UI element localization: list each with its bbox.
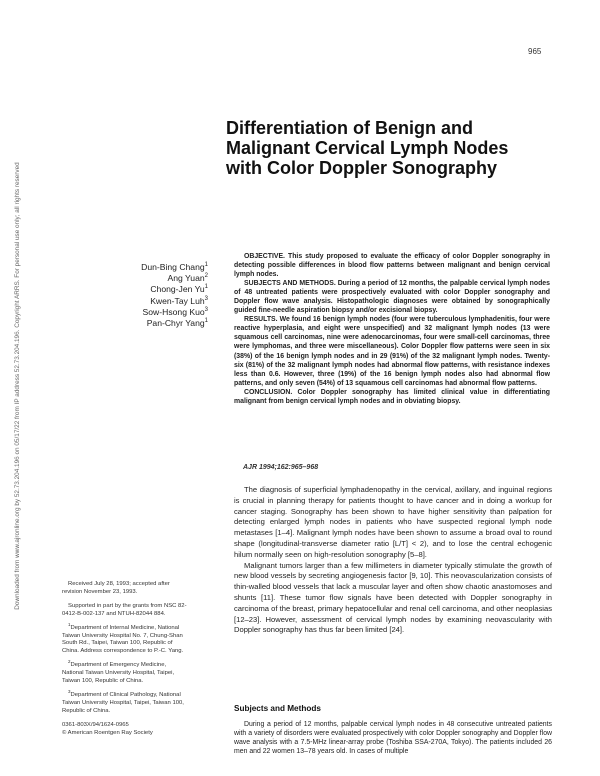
- copyright-line: © American Roentgen Ray Society: [62, 729, 153, 736]
- introduction-text: [234, 485, 552, 636]
- support-note: Supported in part by the grants from NSC 82-0412-B-002-137 and NTUH-82044 884.: [62, 602, 187, 617]
- author: Pan-Chyr Yang$^1$: [146, 318, 208, 329]
- abstract-objective: OBJECTIVE. This study proposed to evaluate the efficacy of color Doppler sonography in detecting possible differences in blood flow patterns between malignant and benign cervical lymph nodes.: [234, 253, 551, 279]
- affiliation-note: $^2$Department of Emergency Medicine, National Taiwan University Hospital, Taipei, Taiwan 100, Republic of China.: [62, 659, 175, 685]
- author: Dun-Bing Chang$^1$: [141, 262, 208, 272]
- received-note: Received July 28, 1993; accepted after revision November 23, 1993.: [62, 581, 170, 595]
- abstract-subjects-methods: SUBJECTS AND METHODS. During a period of 12 months, the palpable cervical lymph nodes of 48 untreated patients were prospectively evaluated with color Doppler sonography and Doppler flow wave analysis. Histopathologic diagnoses were obtained by sonographically guided fine-needle aspiration biopsy and/or excisional biopsy.: [234, 280, 550, 315]
- abstract-conclusion: CONCLUSION. Color Doppler sonography has limited clinical value in differentiating malignant from benign cervical lymph nodes and in obviating biopsy.: [234, 388, 550, 405]
- affiliation-note: $^3$Department of Clinical Pathology, National Taiwan University Hospital, Taipei, Taiwan 100, Republic of China.: [62, 689, 184, 714]
- body-paragraph: Malignant tumors larger than a few millimeters in diameter typically stimulate the growth of new blood vessels by secreting angiogenesis factor [9, 10]. This neovascularization consists of thin-walled blood vessels that lack a muscular layer and often show chaotic anastomoses and shunts [11]. These tumor flow signals have been detected with Doppler sonography in carcinoma of the breast, primary hepatocellular and renal cell carcinoma, and other neoplasias [12–23]. However, assessment of cervical lymph nodes by examining neovascularity with Doppler sonography has thus far been limited [24].: [234, 560, 552, 635]
- author: Ang Yuan$^2$: [167, 273, 208, 284]
- abstract: [234, 252, 550, 406]
- affiliation-note: $^1$Department of Internal Medicine, National Taiwan University Hospital No. 7, Chung-Shan South Rd., Taipei, Taiwan 100, Republic of China. Address correspondence to P.-C. Yang.: [62, 621, 184, 655]
- author: Kwen-Tay Luh$^3$: [150, 295, 208, 306]
- author-list: [110, 262, 208, 329]
- section-heading: Subjects and Methods: [234, 704, 321, 713]
- download-notice-sidebar: Downloaded from www.ajronline.org by 52.73.204.196 on 05/17/22 from IP address 52.73.204.196. Copyright ARRS. For personal use only; all rights reserved: [14, 162, 21, 610]
- body-paragraph: During a period of 12 months, palpable cervical lymph nodes in 48 consecutive untreated patients with a variety of disorders were evaluated prospectively with color Doppler sonography and Doppler flow wave analysis with a 7.5-MHz linear-array probe (Toshiba SSA-270A, Tokyo). The patients included 26 men and 22 women 13–78 years old. In cases of multiple: [234, 721, 552, 755]
- body-paragraph: The diagnosis of superficial lymphadenopathy in the cervical, axillary, and inguinal regions is crucial in planning therapy for patients thought to have cancer and in doing a workup for cancer staging. Sonography has been shown to have higher sensitivity than palpation for detecting enlarged lymph nodes in patients who have suspected regional lymph node metastases [1–4]. Malignant lymph nodes have been shown to assume a broad oval to round shape (longitudinal-transverse diameter ratio [L/T] < 2), and to lose the central echogenic hilum normally seen on high-resolution sonography [5–8].: [234, 485, 552, 559]
- author: Sow-Hsong Kuo$^3$: [142, 306, 208, 317]
- page-number: 965: [528, 47, 542, 56]
- article-title: Differentiation of Benign and Malignant Cervical Lymph Nodes with Color Doppler Sonography: [226, 118, 509, 178]
- article-footnotes: [62, 581, 188, 738]
- issn-line: 0361-803X/94/1624-0965: [62, 721, 129, 728]
- journal-citation: AJR 1994;162:965–968: [243, 464, 319, 471]
- methods-text: [234, 720, 552, 756]
- author: Chong-Jen Yu$^1$: [150, 284, 208, 295]
- abstract-results: RESULTS. We found 16 benign lymph nodes (four were tuberculous lymphadenitis, four were reactive hyperplasia, and eight were unspecified) and 32 malignant lymph nodes (13 were squamous cell carcinomas, nine were adenocarcinomas, four were small-cell carcinomas, three were lymphomas, and three were miscellaneous). Color Doppler flow patterns were seen in six (38%) of the 16 benign lymph nodes and in 29 (91%) of the 32 malignant lymph nodes. Twenty-six (81%) of the 32 malignant lymph nodes had abnormal flow patterns, with resistance indexes less than 0.6. However, three (19%) of the 16 benign lymph nodes also had abnormal flow patterns, and only seven (54%) of 13 squamous cell carcinomas had abnormal flow patterns.: [234, 316, 550, 387]
